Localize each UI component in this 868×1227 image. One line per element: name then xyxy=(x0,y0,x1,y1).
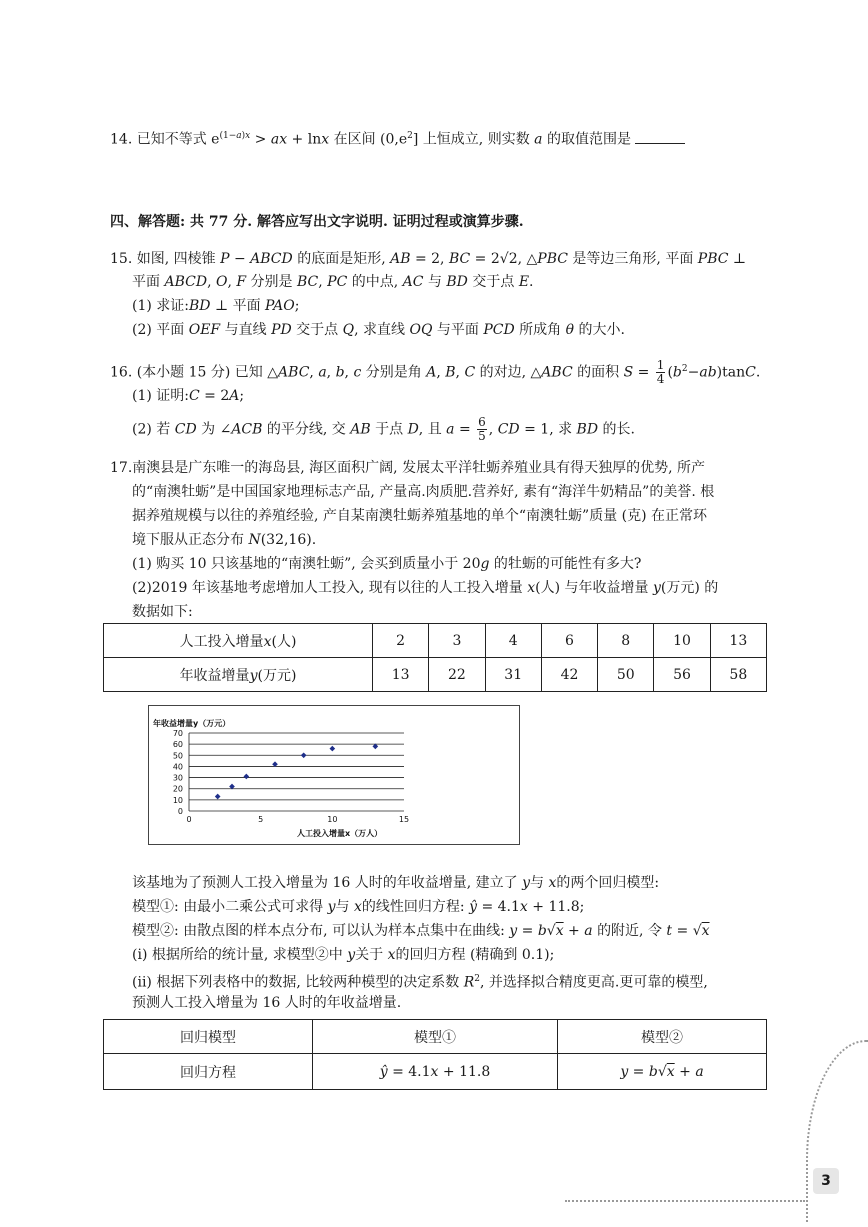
model-2-line: 模型②: 由散点图的样本点分布, 可以认为样本点集中在曲线: y = b√x + a 的附近, 令 t = √x xyxy=(132,923,710,939)
chart-title: 年收益增量y（万元） xyxy=(153,719,231,728)
y-tick-label: 30 xyxy=(172,773,183,783)
x-tick-label: 10 xyxy=(327,815,338,824)
sub-question-ii: (ii) 根据下列表格中的数据, 比较两种模型的决定系数 $R^2$, 并选择拟合精度更高.更可靠的模型, xyxy=(132,974,708,991)
y-tick-label: 0 xyxy=(177,807,183,816)
question-15-line2: 平面 ABCD, O, F 分别是 BC, PC 的中点, AC 与 BD 交于点 E. xyxy=(132,274,534,290)
model-table-header: 模型② xyxy=(558,1020,767,1054)
table-cell: 22 xyxy=(429,658,485,692)
table-cell: 42 xyxy=(541,658,597,692)
table-cell: 3 xyxy=(429,624,485,658)
y-tick-label: 70 xyxy=(172,729,183,738)
model-1-equation: ŷ = 4.1x + 11.8 xyxy=(313,1054,558,1090)
question-15-part2: (2) 平面 OEF 与直线 PD 交于点 Q, 求直线 OQ 与平面 PCD 所成角 θ 的大小. xyxy=(132,322,625,338)
answer-blank xyxy=(635,131,685,144)
row-label-y: 年收益增量y(万元) xyxy=(104,658,373,692)
x-tick-label: 0 xyxy=(186,815,192,824)
table-cell: 2 xyxy=(373,624,429,658)
model-table-row-label: 回归方程 xyxy=(104,1054,313,1090)
chart-x-axis-label: 人工投入增量x（万人） xyxy=(297,829,383,838)
table-cell: 6 xyxy=(541,624,597,658)
y-tick-label: 40 xyxy=(172,762,183,772)
model-2-equation: y = b√x + a xyxy=(558,1054,767,1090)
model-table xyxy=(103,1019,767,1090)
table-cell: 31 xyxy=(485,658,541,692)
model-1-line: 模型①: 由最小二乘公式可求得 y与 x的线性回归方程: ŷ = 4.1x + 11.8; xyxy=(132,899,585,915)
question-17-line3: 据养殖规模与以往的养殖经验, 产自某南澳牡蛎养殖基地的单个“南澳牡蛎”质量 (克) 在正常环 xyxy=(132,508,708,524)
question-15-part1: (1) 求证:BD ⊥ 平面 PAO; xyxy=(132,298,300,314)
table-cell: 58 xyxy=(710,658,766,692)
table-cell: 8 xyxy=(598,624,654,658)
y-tick-label: 10 xyxy=(172,795,183,805)
question-16-part1: (1) 证明:C = 2A; xyxy=(132,388,245,404)
sub-question-ii-line2: 预测人工投入增量为 16 人时的年收益增量. xyxy=(132,995,402,1011)
data-point xyxy=(301,752,307,758)
model-table-header: 回归模型 xyxy=(104,1020,313,1054)
question-16-part2: (2) 若 CD 为 ∠ACB 的平分线, 交 AB 于点 D, 且 a = $\frac{6}{5}$ , CD = 1, 求 BD 的长. xyxy=(132,415,635,443)
q17-body-line1: 该基地为了预测人工投入增量为 16 人时的年收益增量, 建立了 y与 x的两个回归模型: xyxy=(132,875,660,891)
scatter-chart xyxy=(148,705,520,845)
y-tick-label: 20 xyxy=(172,784,183,794)
question-14: 14. 已知不等式 $e^{(1-a)x}$ > ax + lnx 在区间 $(0,e^2]$ 上恒成立, 则实数 a 的取值范围是 xyxy=(110,127,685,149)
question-17-line4: 境下服从正态分布 N(32,16). xyxy=(132,532,317,548)
page-corner-decoration xyxy=(806,1040,868,1222)
y-tick-label: 60 xyxy=(172,740,183,750)
sub-question-i: (i) 根据所给的统计量, 求模型②中 y关于 x的回归方程 (精确到 0.1); xyxy=(132,947,555,963)
page-number: 3 xyxy=(813,1168,839,1194)
table-cell: 56 xyxy=(654,658,710,692)
y-tick-label: 50 xyxy=(172,751,183,761)
x-tick-label: 5 xyxy=(258,815,264,824)
question-17-line1: 17.南澳县是广东唯一的海岛县, 海区面积广阔, 发展太平洋牡蛎养殖业具有得天独厚的优势, 所产 xyxy=(110,460,705,476)
question-16-line1: 16. (本小题 15 分) 已知 △ABC, a, b, c 分别是角 A, B, C 的对边, △ABC 的面积 S = $\frac{1}{4}$ $(b^2-ab)\tan C$. xyxy=(110,358,761,386)
data-point xyxy=(244,774,250,780)
section-heading: 四、解答题: 共 77 分. 解答应写出文字说明. 证明过程或演算步骤. xyxy=(110,214,524,230)
question-15-line1: 15. 如图, 四棱锥 P − ABCD 的底面是矩形, AB = 2, BC = 2√2, △PBC 是等边三角形, 平面 PBC ⊥ xyxy=(110,251,747,267)
question-17-part2-line2: 数据如下: xyxy=(132,604,193,620)
table-cell: 13 xyxy=(710,624,766,658)
table-cell: 10 xyxy=(654,624,710,658)
question-17-part2: (2)2019 年该基地考虑增加人工投入, 现有以往的人工投入增量 x(人) 与年收益增量 y(万元) 的 xyxy=(132,580,719,596)
data-table xyxy=(103,623,767,692)
data-point xyxy=(215,794,221,800)
scatter-chart-svg xyxy=(149,706,519,844)
data-point xyxy=(330,746,336,752)
page-bottom-dotted-line xyxy=(565,1200,805,1202)
table-cell: 4 xyxy=(485,624,541,658)
question-17-part1: (1) 购买 10 只该基地的“南澳牡蛎”, 会买到质量小于 20g 的牡蛎的可能性有多大? xyxy=(132,556,642,572)
row-label-x: 人工投入增量x(人) xyxy=(104,624,373,658)
model-table-header: 模型① xyxy=(313,1020,558,1054)
table-cell: 50 xyxy=(598,658,654,692)
x-tick-label: 15 xyxy=(398,815,410,824)
table-cell: 13 xyxy=(373,658,429,692)
question-17-line2: 的“南澳牡蛎”是中国国家地理标志产品, 产量高.肉质肥.营养好, 素有“海洋牛奶精品”的美誉. 根 xyxy=(132,484,715,500)
